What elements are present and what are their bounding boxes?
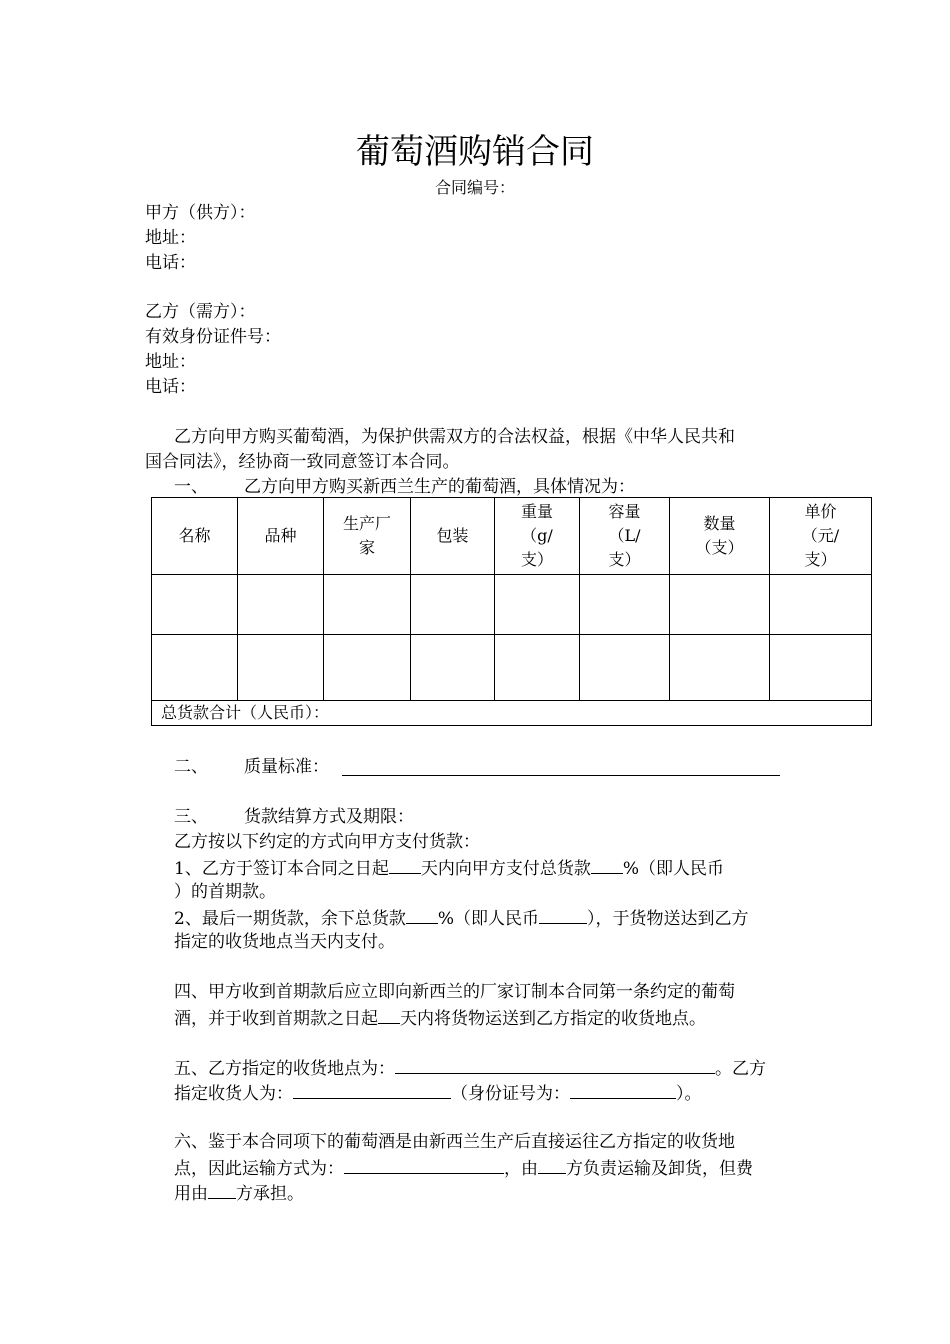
section-3-item-1-end: ）的首期款。	[174, 882, 276, 902]
intro-line-2: 国合同法》，经协商一致同意签订本合同。	[145, 452, 460, 472]
rmb-amount-blank[interactable]	[539, 905, 587, 924]
section-6-line-2: 点，因此运输方式为： ，由 方负责运输及卸货，但费	[174, 1155, 753, 1181]
cost-party-blank[interactable]	[208, 1180, 236, 1199]
section-2-number: 二、	[174, 757, 208, 777]
section-4-line-2: 酒，并于收到首期款之日起 天内将货物运送到乙方指定的收货地点。	[174, 1005, 706, 1031]
table-cell[interactable]	[770, 575, 872, 635]
table-cell[interactable]	[324, 635, 411, 701]
section-5-line-1: 五、乙方指定的收货地点为： 。乙方	[174, 1055, 766, 1081]
contract-number-label: 合同编号：	[434, 178, 515, 197]
days-blank[interactable]	[389, 855, 421, 874]
delivery-address-blank[interactable]	[395, 1055, 715, 1074]
percent-blank[interactable]	[591, 855, 623, 874]
party-b-phone: 电话：	[145, 377, 196, 397]
consignee-id-blank[interactable]	[570, 1080, 676, 1099]
table-cell[interactable]	[495, 575, 580, 635]
table-cell[interactable]	[670, 575, 770, 635]
header-manufacturer: 生产厂 家	[324, 498, 411, 575]
section-3-number: 三、	[174, 807, 208, 827]
table-header-row	[152, 498, 872, 575]
header-variety: 品种	[238, 498, 324, 575]
section-1-text: 乙方向甲方购买新西兰生产的葡萄酒，具体情况为：	[244, 477, 635, 497]
table-row	[152, 575, 872, 635]
section-3-lead: 乙方按以下约定的方式向甲方支付货款：	[174, 832, 480, 852]
wine-spec-table	[151, 497, 872, 726]
section-1-number: 一、	[174, 477, 208, 497]
intro-line-1: 乙方向甲方购买葡萄酒，为保护供需双方的合法权益，根据《中华人民共和	[174, 427, 735, 447]
section-5-line-2: 指定收货人为： （身份证号为： ）。	[174, 1080, 702, 1106]
section-6-line-3: 用由 方承担。	[174, 1180, 304, 1206]
table-cell[interactable]	[324, 575, 411, 635]
table-cell[interactable]	[580, 575, 670, 635]
table-row	[152, 635, 872, 701]
table-cell[interactable]	[238, 635, 324, 701]
table-cell[interactable]	[770, 635, 872, 701]
header-unit-price: 单价 （元/ 支）	[770, 498, 872, 575]
section-3-item-1: 1、乙方于签订本合同之日起 天内向甲方支付总货款 %（即人民币	[174, 855, 724, 881]
party-a-phone: 电话：	[145, 253, 196, 273]
party-b-address: 地址：	[145, 352, 196, 372]
table-cell[interactable]	[411, 635, 495, 701]
party-a-label: 甲方（供方）：	[145, 203, 256, 223]
table-cell[interactable]	[152, 575, 238, 635]
party-b-id-number: 有效身份证件号：	[145, 327, 281, 347]
table-cell[interactable]	[495, 635, 580, 701]
percent-blank[interactable]	[406, 905, 438, 924]
section-3-item-2-end: 指定的收货地点当天内支付。	[174, 932, 395, 952]
days-blank[interactable]	[378, 1005, 400, 1024]
table-total-row	[152, 701, 872, 726]
header-name: 名称	[152, 498, 238, 575]
transport-party-blank[interactable]	[538, 1155, 566, 1174]
transport-method-blank[interactable]	[344, 1155, 504, 1174]
table-cell[interactable]	[670, 635, 770, 701]
header-capacity: 容量 （L/ 支）	[580, 498, 670, 575]
table-cell[interactable]	[152, 635, 238, 701]
party-a-address: 地址：	[145, 228, 196, 248]
section-4-line-1: 四、甲方收到首期款后应立即向新西兰的厂家订制本合同第一条约定的葡萄	[174, 982, 735, 1002]
consignee-blank[interactable]	[293, 1080, 451, 1099]
party-b-label: 乙方（需方）：	[145, 302, 256, 322]
header-quantity: 数量 （支）	[670, 498, 770, 575]
document-title: 葡萄酒购销合同	[356, 132, 594, 172]
table-cell[interactable]	[411, 575, 495, 635]
header-weight: 重量 （g/ 支）	[495, 498, 580, 575]
table-cell[interactable]	[580, 635, 670, 701]
section-3-text: 货款结算方式及期限：	[244, 807, 414, 827]
header-packaging: 包装	[411, 498, 495, 575]
total-payment-label[interactable]: 总货款合计（人民币）：	[152, 701, 872, 726]
section-3-item-2: 2、最后一期货款，余下总货款 %（即人民币 ），于货物送达到乙方	[174, 905, 748, 931]
table-cell[interactable]	[238, 575, 324, 635]
section-2-text: 质量标准：	[244, 757, 329, 777]
section-6-line-1: 六、鉴于本合同项下的葡萄酒是由新西兰生产后直接运往乙方指定的收货地	[174, 1132, 735, 1152]
quality-standard-blank[interactable]	[342, 757, 780, 776]
